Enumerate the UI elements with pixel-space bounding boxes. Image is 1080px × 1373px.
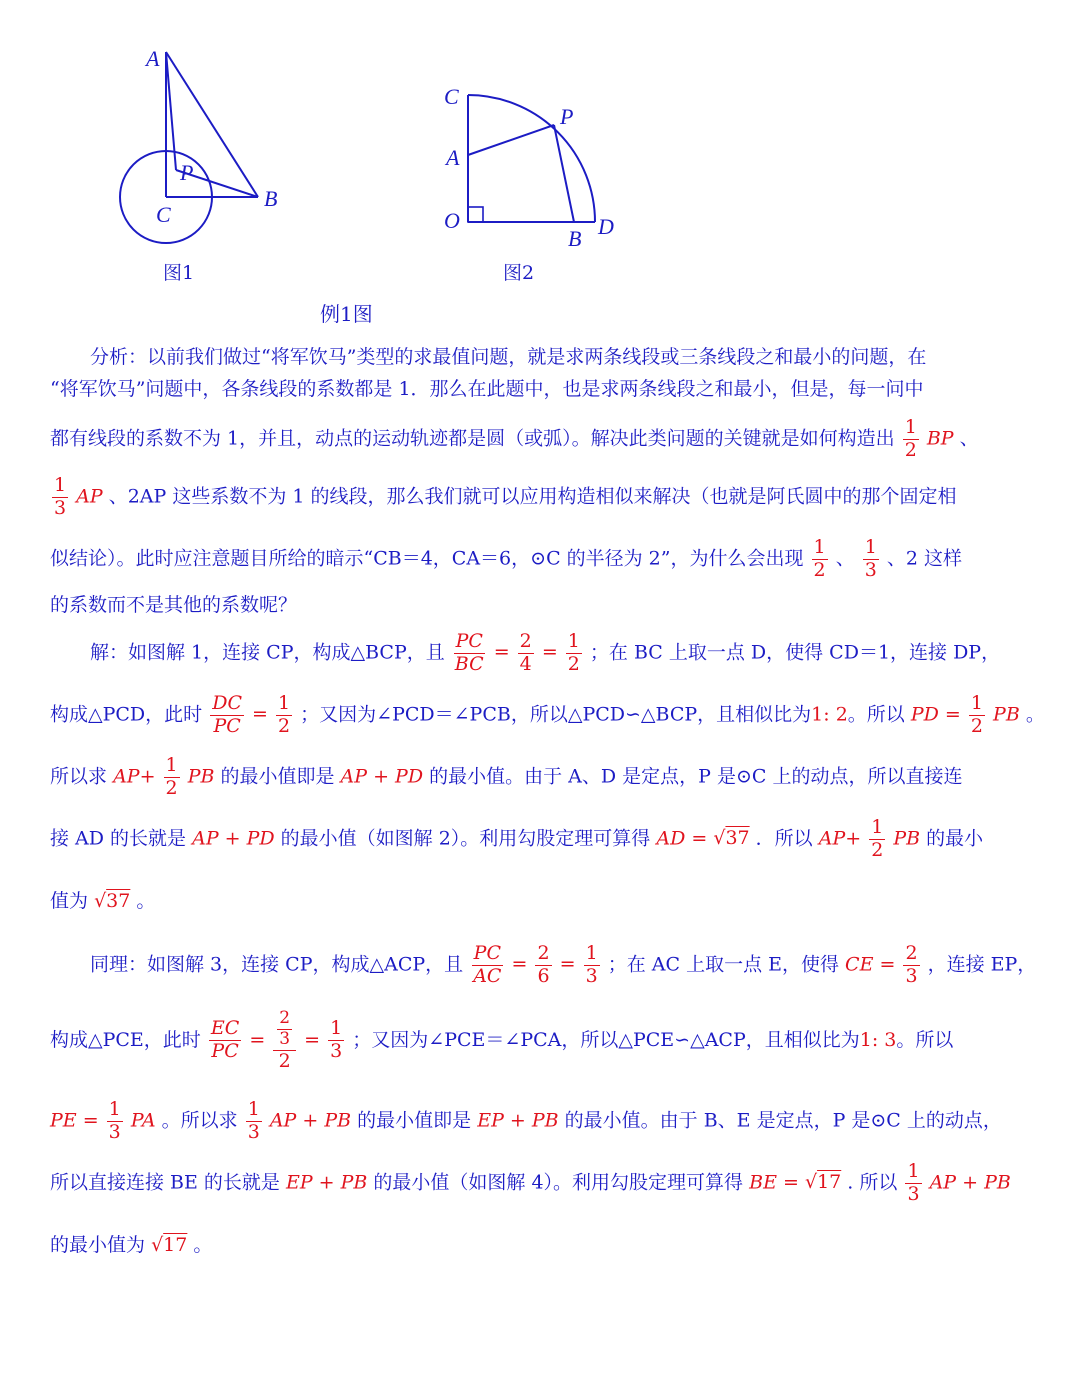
frac-one-half: $\frac{1}{2}$ — [813, 536, 826, 581]
label-c: C — [444, 84, 459, 109]
solution2-line-2: 构成△PCE，此时 $\frac{EC}{PC}$ = $\frac{\frac{2}{3}}{2}$ = $\frac{1}{3}$ ；又因为∠PCE＝∠PCA，所以△PCE∽△ACP，且相似比为1: 3。所以 — [50, 1008, 954, 1072]
sqrt-17: √ 17 — [805, 1171, 841, 1193]
frac-one-half: $\frac{1}{2}$ — [904, 416, 917, 461]
label-p: P — [180, 160, 194, 185]
label-p: P — [560, 104, 574, 129]
label-b: B — [568, 226, 582, 251]
solution1-line-3: 所以求 AP+ $\frac{1}{2}$ PB 的最小值即是 AP + PD 的最小值。由于 A、D 是定点，P 是⊙C 上的动点，所以直接连 — [50, 754, 963, 799]
sqrt-37: √ 37 — [713, 827, 749, 849]
analysis-line-3: 都有线段的系数不为 1，并且，动点的运动轨迹都是圆（或弧）。解决此类问题的关键就是如何构造出 $\frac{1}{2}$ BP 、 — [50, 416, 979, 461]
figure-2-diagram — [430, 30, 630, 260]
label-d: D — [598, 214, 614, 239]
example-caption: 例1图 — [320, 302, 373, 326]
figure-1-caption: 图1 — [163, 262, 195, 284]
analysis-line-6: 的系数而不是其他的系数呢？ — [50, 594, 298, 616]
right-angle-mark — [468, 207, 483, 222]
analysis-line-1: 分析：以前我们做过“将军饮马”类型的求最值问题，就是求两条线段或三条线段之和最小的问题，在 — [90, 346, 927, 368]
sqrt-37: √ 37 — [94, 890, 130, 912]
solution2-line-4: 所以直接连接 BE 的长就是 EP + PB 的最小值（如图解 4）。利用勾股定理可算得 BE = √ 17 . 所以 $\frac{1}{3}$ AP + PB — [50, 1162, 1020, 1205]
label-a: A — [146, 46, 160, 71]
frac-one-third: $\frac{1}{3}$ — [54, 474, 67, 519]
figure-2 — [430, 30, 630, 264]
figure-1 — [110, 30, 310, 264]
analysis-line-5: 似结论）。此时应注意题目所给的暗示“CB＝4，CA＝6，⊙C 的半径为 2”，为什么会出现 $\frac{1}{2}$ 、 $\frac{1}{3}$ 、2 这样 — [50, 536, 963, 581]
figure-1-diagram — [110, 30, 310, 260]
sqrt-17: √ 17 — [151, 1234, 187, 1256]
label-o: O — [444, 208, 460, 233]
label-c: C — [156, 202, 171, 227]
label-b: B — [264, 186, 278, 211]
analysis-line-4: $\frac{1}{3}$ AP 、2AP 这些系数不为 1 的线段，那么我们就可以应用构造相似来解决（也就是阿氏圆中的那个固定相 — [54, 474, 957, 519]
analysis-line-2: “将军饮马”问题中，各条线段的系数都是 1．那么在此题中，也是求两条线段之和最小，但是，每一问中 — [50, 378, 924, 400]
solution1-line-2: 构成△PCD，此时 $\frac{DC}{PC}$ = $\frac{1}{2}$ ；又因为∠PCD＝∠PCB，所以△PCD∽△BCP，且相似比为1: 2。所以 PD = $\frac{1}{2}$ PB 。 — [50, 692, 1045, 737]
frac-one-third: $\frac{1}{3}$ — [864, 536, 877, 581]
label-a: A — [446, 145, 460, 170]
solution2-line-3: PE = $\frac{1}{3}$ PA 。所以求 $\frac{1}{3}$ AP + PB 的最小值即是 EP + PB 的最小值。由于 B、E 是定点，P 是⊙C 上的动点， — [50, 1098, 1002, 1143]
solution2-line-5: 的最小值为 √ 17 。 — [50, 1236, 1020, 1255]
compound-fraction: $\frac{\frac{2}{3}}{2}$ — [273, 1010, 296, 1072]
solution1-line-4: 接 AD 的长就是 AP + PD 的最小值（如图解 2）。利用勾股定理可算得 AD = √ 37 ．所以 AP+ $\frac{1}{2}$ PB 的最小 — [50, 818, 1020, 861]
arc-cd — [468, 95, 595, 222]
figure-2-caption: 图2 — [503, 262, 535, 284]
solution2-line-1: 同理：如图解 3，连接 CP，构成△ACP，且 $\frac{PC}{AC}$ = $\frac{2}{6}$ = $\frac{1}{3}$ ；在 AC 上取一点 E，使得 CE = $\frac{2}{3}$ ，连接 EP， — [90, 942, 1037, 987]
solution1-line-5: 值为 √ 37 。 — [50, 892, 1020, 911]
solution1-line-1: 解：如图解 1，连接 CP，构成△BCP，且 $\frac{PC}{BC}$ = $\frac{2}{4}$ = $\frac{1}{2}$ ；在 BC 上取一点 D，使得 CD＝1，连接 DP， — [90, 630, 1001, 675]
